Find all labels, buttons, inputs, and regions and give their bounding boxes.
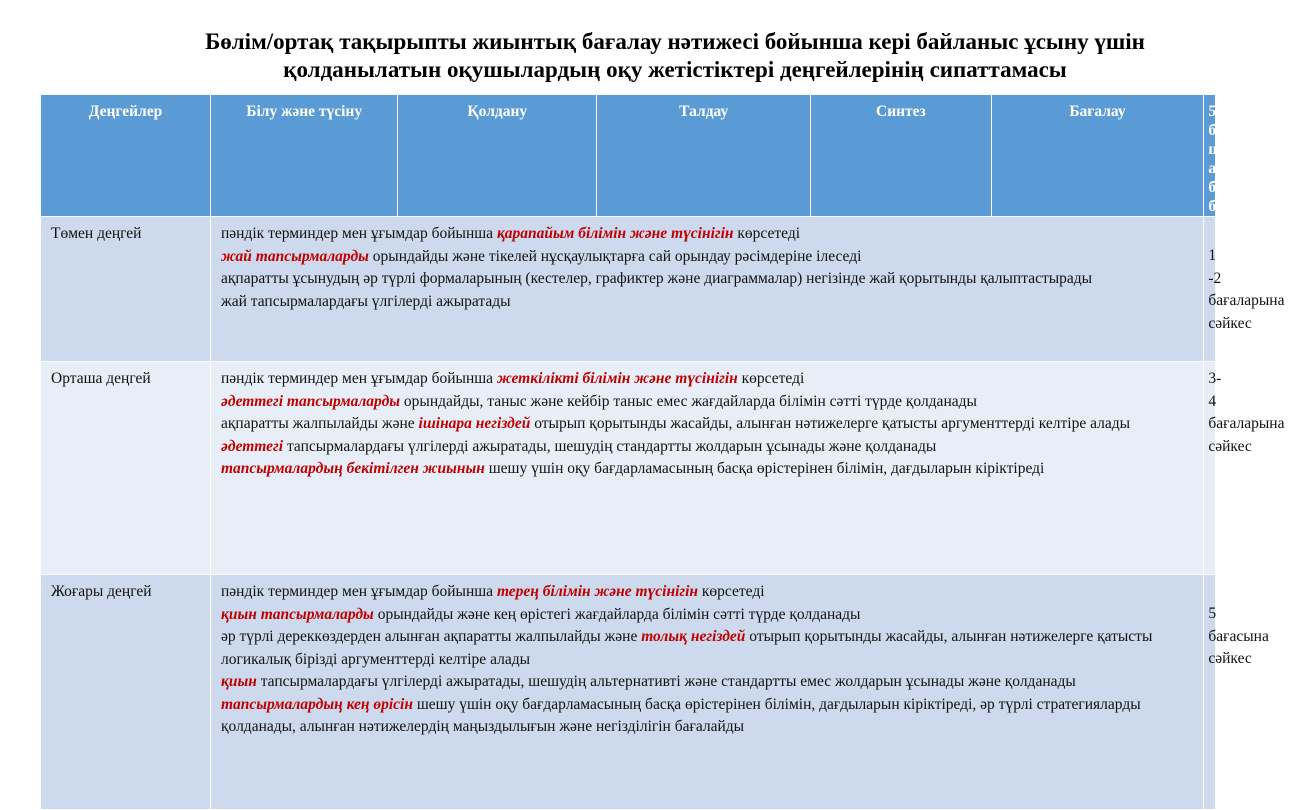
description-line	[221, 671, 1195, 694]
level-description	[211, 362, 1204, 575]
title-line-1: Бөлім/ортақ тақырыпты жиынтық бағалау нәтижесі бойынша кері байланыс ұсыну үшін	[205, 29, 1145, 54]
header-analysis: Талдау	[597, 95, 811, 217]
grade-value: 1 -2	[1208, 247, 1222, 287]
level-description	[211, 575, 1204, 810]
description-line	[221, 413, 1195, 436]
description-line	[221, 391, 1195, 414]
description-line	[221, 246, 1195, 269]
header-levels: Деңгейлер	[41, 95, 211, 217]
description-line	[221, 458, 1195, 481]
highlighted-text: қарапайым білімін және түсінігін	[496, 225, 734, 242]
levels-table	[40, 94, 1293, 810]
description-text: орындайды және кең өрістегі жағдайларда білімін сәтті түрде қолданады	[373, 605, 861, 623]
description-text: әр түрлі дереккөздерден алынған ақпаратты жалпылайды және	[221, 628, 642, 645]
table-header-row	[41, 95, 1216, 217]
highlighted-text: жеткілікті білімін және түсінігін	[496, 370, 738, 387]
title-line-2: қолданылатын оқушылардың оқу жетістіктері деңгейлерінің сипаттамасы	[283, 57, 1067, 82]
description-text: отырып қорытынды жасайды, алынған нәтижелерге қатысты логикалық бірізді аргументтерді келтіре алады	[221, 628, 1153, 668]
levels-table-wrapper	[40, 94, 1293, 810]
highlighted-text: әдеттегі	[221, 437, 284, 455]
description-text: пәндік терминдер мен ұғымдар бойынша	[221, 225, 497, 242]
description-line	[221, 626, 1195, 671]
level-name: Жоғары деңгей	[41, 575, 211, 810]
page-title	[100, 28, 1250, 84]
highlighted-text: толық негіздей	[641, 628, 746, 645]
description-text: тапсырмалардағы үлгілерді ажыратады, шешудің альтернативті және стандартты емес жолдарын ұсынады және қолданады	[256, 673, 1076, 690]
highlighted-text: тапсырмалардың бекітілген жиынын	[221, 460, 485, 477]
level-name: Төмен деңгей	[41, 217, 211, 362]
level-description	[211, 217, 1204, 362]
highlighted-text: қиын тапсырмаларды	[221, 605, 374, 623]
description-text: отырып қорытынды жасайды, алынған нәтижелерге қатысты аргументтерді келтіре алады	[530, 415, 1131, 432]
header-application: Қолдану	[398, 95, 597, 217]
highlighted-text: қиын	[221, 673, 257, 690]
description-text: ақпаратты жалпылайды және	[221, 415, 419, 432]
header-synthesis: Синтез	[811, 95, 991, 217]
highlighted-text: ішінара негіздей	[418, 415, 531, 432]
description-line	[221, 581, 1195, 604]
description-text: шешу үшін оқу бағдарламасының басқа өрістерінен білімін, дағдыларын кіріктіреді	[484, 460, 1045, 477]
description-text: тапсырмалардағы үлгілерді ажыратады, шешудің стандартты жолдарын ұсынады және қолданады	[283, 437, 937, 455]
table-row	[41, 362, 1216, 575]
grade-note: бағаларына сәйкес	[1208, 292, 1285, 332]
header-grade: 5 балдық шәкілге ауыстыруда болжамдық баға	[1204, 95, 1216, 217]
table-row	[41, 575, 1216, 810]
description-text: шешу үшін оқу бағдарламасының басқа өрістерінен білімін, дағдыларын кіріктіреді, әр түрлі стратегияларды қолданады, алынған нәтижелердің маңыздылығын және негізділігін бағалайды	[221, 695, 1141, 735]
grade-value: 5	[1208, 605, 1217, 622]
description-line	[221, 223, 1195, 246]
description-line	[221, 368, 1195, 391]
header-evaluation: Бағалау	[991, 95, 1204, 217]
grade-cell	[1204, 362, 1285, 575]
grade-cell	[1204, 575, 1269, 810]
description-line	[221, 291, 1195, 314]
description-line	[221, 268, 1195, 291]
description-text: ақпаратты ұсынудың әр түрлі формаларының (кестелер, графиктер және диаграммалар) негізінде жай қорытынды қалыптастырады	[221, 270, 1093, 287]
description-line	[221, 694, 1195, 739]
grade-note: бағаларына сәйкес	[1208, 415, 1285, 455]
grade-cell	[1204, 217, 1285, 362]
grade-value: 3-4	[1208, 370, 1222, 410]
highlighted-text: әдеттегі тапсырмаларды	[221, 392, 401, 410]
highlighted-text: тапсырмалардың кең өрісін	[221, 695, 413, 713]
description-line	[221, 436, 1195, 459]
description-text: көрсетеді	[698, 583, 765, 600]
header-knowledge: Білу және түсіну	[211, 95, 398, 217]
description-text: орындайды және тікелей нұсқаулықтарға сай орындау рәсімдеріне ілеседі	[368, 247, 862, 265]
description-text: көрсетеді	[737, 370, 805, 387]
description-line	[221, 604, 1195, 627]
description-text: көрсетеді	[733, 225, 801, 242]
description-text: пәндік терминдер мен ұғымдар бойынша	[221, 370, 497, 387]
level-name: Орташа деңгей	[41, 362, 211, 575]
highlighted-text: жай тапсырмаларды	[221, 247, 369, 265]
description-text: жай тапсырмалардағы үлгілерді ажыратады	[221, 292, 511, 310]
description-text: пәндік терминдер мен ұғымдар бойынша	[221, 583, 497, 600]
grade-note: бағасына сәйкес	[1208, 627, 1269, 667]
table-row	[41, 217, 1216, 362]
highlighted-text: терең білімін және түсінігін	[496, 583, 699, 600]
description-text: орындайды, таныс және кейбір таныс емес жағдайларда білімін сәтті түрде қолданады	[400, 392, 977, 410]
